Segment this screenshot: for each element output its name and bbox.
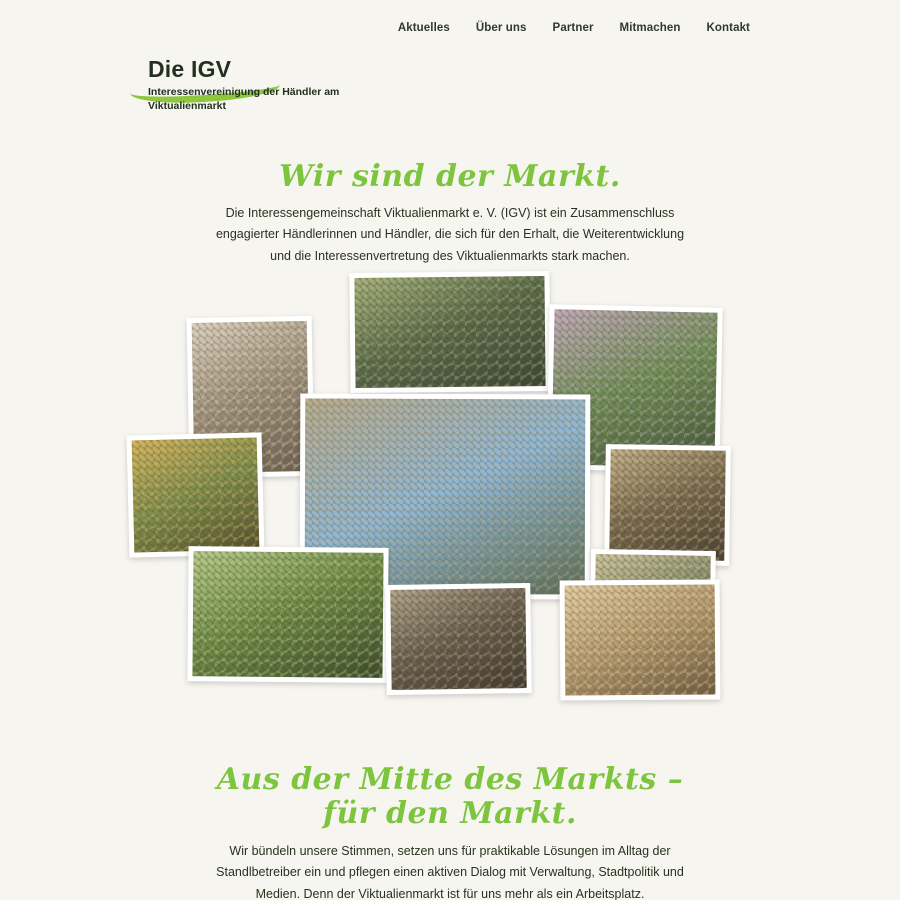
- nav-item-mitmachen[interactable]: Mitmachen: [619, 22, 681, 34]
- main-navigation: [0, 22, 900, 34]
- mission-heading: [0, 763, 900, 832]
- photo-green-crates[interactable]: [187, 546, 388, 683]
- hero-paragraph: Die Interessengemeinschaft Viktualienmarkt e. V. (IGV) ist ein Zusammenschluss engagierter Händlerinnen und Händler, die sich für den Erhalt, die Weiterentwicklung und die Interessenvertretung des Viktualienmarkts stark machen.: [215, 205, 685, 263]
- site-logo[interactable]: [138, 58, 398, 113]
- photo-image: [132, 437, 260, 552]
- photo-image: [390, 588, 526, 690]
- mission-paragraph: Wir bündeln unsere Stimmen, setzen uns für praktikable Lösungen im Alltag der Standlbetreiber ein und pflegen einen aktiven Dialog mit Verwaltung, Stadtpolitik und Medien. Denn der Viktualienmarkt ist für uns mehr als ein Arbeitsplatz.: [216, 843, 684, 900]
- photo-stall-signage[interactable]: [385, 583, 532, 695]
- photo-fruit-display-left[interactable]: [127, 432, 265, 557]
- hero-heading: Wir sind der Markt.: [279, 159, 621, 195]
- nav-item-aktuelles[interactable]: Aktuelles: [397, 22, 450, 34]
- mission-heading-line2: für den Markt.: [323, 796, 577, 832]
- logo-subtitle: Interessenvereinigung der Händler am Viktualienmarkt: [148, 86, 340, 113]
- photo-collage: [120, 262, 780, 712]
- nav-item-kontakt[interactable]: Kontakt: [706, 22, 750, 34]
- mission-heading-line1: Aus der Mitte des Markts –: [216, 761, 684, 797]
- nav-item-partner[interactable]: Partner: [552, 22, 594, 34]
- photo-image: [354, 276, 545, 388]
- photo-spice-shop[interactable]: [604, 444, 731, 566]
- logo-title: Die IGV: [148, 56, 232, 82]
- nav-item-ueber-uns[interactable]: Über uns: [475, 22, 527, 34]
- photo-image: [609, 449, 726, 561]
- photo-market-stall-produce-top[interactable]: [349, 271, 550, 393]
- photo-mushrooms[interactable]: [560, 579, 721, 700]
- photo-image: [565, 584, 716, 695]
- photo-image: [192, 551, 383, 678]
